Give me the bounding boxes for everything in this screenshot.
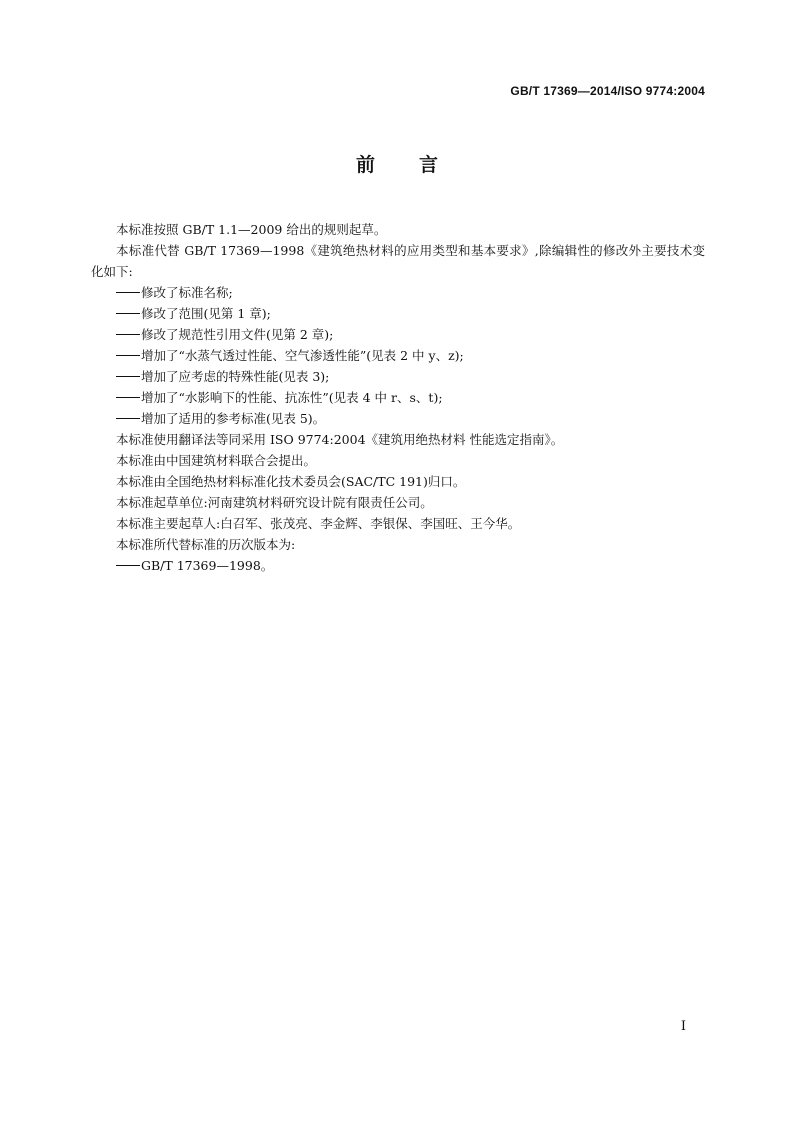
dash-mark	[116, 355, 140, 356]
paragraph: 本标准由中国建筑材料联合会提出。	[116, 453, 317, 468]
paragraph: 本标准起草单位:河南建筑材料研究设计院有限责任公司。	[116, 495, 433, 510]
dash-item-text: 修改了范围(见第 1 章);	[141, 306, 271, 321]
dash-item-text: 修改了标准名称;	[141, 285, 233, 300]
dash-mark	[116, 334, 140, 335]
dash-list-item	[91, 282, 705, 303]
dash-mark	[116, 565, 140, 566]
dash-item-text: 增加了“水影响下的性能、抗冻性”(见表 4 中 r、s、t);	[141, 390, 443, 405]
document-body	[91, 219, 705, 576]
page-number: I	[680, 1019, 686, 1034]
dash-mark	[116, 376, 140, 377]
dash-mark	[116, 397, 140, 398]
page-title: 前言	[355, 154, 482, 176]
paragraph: 本标准所代替标准的历次版本为:	[116, 537, 296, 552]
dash-list-item	[91, 555, 705, 576]
dash-list-item	[91, 345, 705, 366]
dash-item-text: 增加了适用的参考标准(见表 5)。	[141, 411, 326, 426]
paragraph: 本标准按照 GB/T 1.1—2009 给出的规则起草。	[116, 222, 387, 237]
dash-list-item	[91, 408, 705, 429]
standard-code-header: GB/T 17369—2014/ISO 9774:2004	[510, 84, 705, 98]
dash-list-item	[91, 303, 705, 324]
dash-mark	[116, 313, 140, 314]
dash-mark	[116, 292, 140, 293]
dash-item-text: 增加了应考虑的特殊性能(见表 3);	[141, 369, 330, 384]
paragraph: 本标准主要起草人:白召军、张茂亮、李金辉、李银保、李国旺、王今华。	[116, 516, 521, 531]
dash-item-text: GB/T 17369—1998。	[141, 558, 274, 573]
paragraph: 本标准代替 GB/T 17369—1998《建筑绝热材料的应用类型和基本要求》,除编辑性的修改外主要技术变化如下:	[91, 243, 705, 279]
dash-item-text: 增加了“水蒸气透过性能、空气渗透性能”(见表 2 中 y、z);	[141, 348, 464, 363]
dash-item-text: 修改了规范性引用文件(见第 2 章);	[141, 327, 334, 342]
paragraph: 本标准使用翻译法等同采用 ISO 9774:2004《建筑用绝热材料 性能选定指南》。	[116, 432, 564, 447]
paragraph: 本标准由全国绝热材料标准化技术委员会(SAC/TC 191)归口。	[116, 474, 466, 489]
dash-list-item	[91, 324, 705, 345]
dash-mark	[116, 418, 140, 419]
dash-list-item	[91, 387, 705, 408]
dash-list-item	[91, 366, 705, 387]
